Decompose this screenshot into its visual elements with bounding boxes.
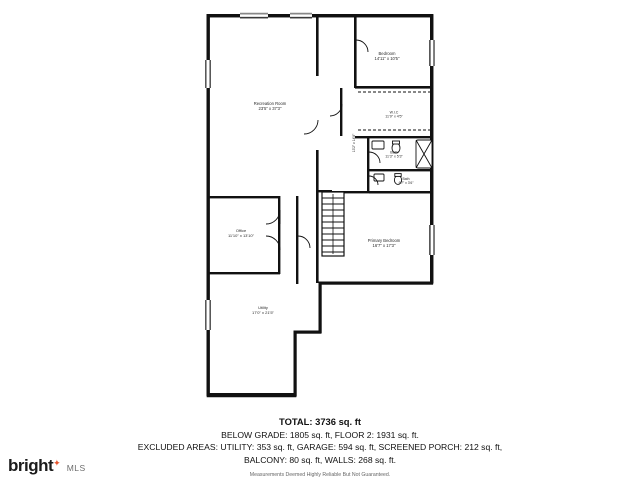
total-sqft: TOTAL: 3736 sq. ft bbox=[279, 416, 361, 427]
sparkle-icon: ✦ bbox=[53, 458, 61, 468]
logo-wordmark: bright bbox=[8, 456, 54, 475]
room-dimensions: 11'3" x 5'3" bbox=[385, 155, 403, 159]
bright-mls-logo bbox=[8, 457, 86, 474]
room-dimensions: 16'7" x 17'3" bbox=[372, 243, 396, 248]
room-name: Bath bbox=[402, 176, 410, 181]
room-name: Office bbox=[235, 228, 247, 233]
room-dimensions: 14'11" x 10'5" bbox=[374, 56, 400, 61]
room-dimensions: 6'7" x 3'6" bbox=[398, 181, 414, 185]
room-name: Bedroom bbox=[378, 50, 396, 56]
balcony-walls-line: BALCONY: 80 sq. ft, WALLS: 268 sq. ft. bbox=[243, 454, 397, 465]
room-dimensions: 17'0" x 21'5" bbox=[252, 310, 274, 315]
area-summary bbox=[0, 415, 640, 480]
excluded-areas-line: EXCLUDED AREAS: UTILITY: 353 sq. ft, GARAGE: 594 sq. ft, SCREENED PORCH: 212 sq. ft, bbox=[137, 442, 503, 453]
measurement-disclaimer: Measurements Deemed Highly Reliable But Not Guaranteed. bbox=[249, 471, 391, 478]
room-dimensions: 13'2" x 14'8" bbox=[351, 133, 356, 153]
room-name: Utility bbox=[258, 305, 268, 310]
room-name: Bath bbox=[390, 150, 398, 155]
below-grade-line: BELOW GRADE: 1805 sq. ft, FLOOR 2: 1931 sq. ft. bbox=[221, 429, 419, 440]
logo-mls-text: MLS bbox=[66, 462, 86, 473]
room-dimensions: 23'5" x 37'3" bbox=[258, 106, 282, 111]
room-name: W.I.C bbox=[389, 110, 399, 115]
room-dimensions: 11'10" x 13'10" bbox=[227, 233, 255, 238]
staircase-icon bbox=[322, 192, 344, 256]
room-name: Primary Bedroom bbox=[367, 237, 401, 243]
room-name: Recreation Room bbox=[253, 100, 287, 106]
room-dimensions: 11'9" x 4'5" bbox=[385, 115, 403, 119]
